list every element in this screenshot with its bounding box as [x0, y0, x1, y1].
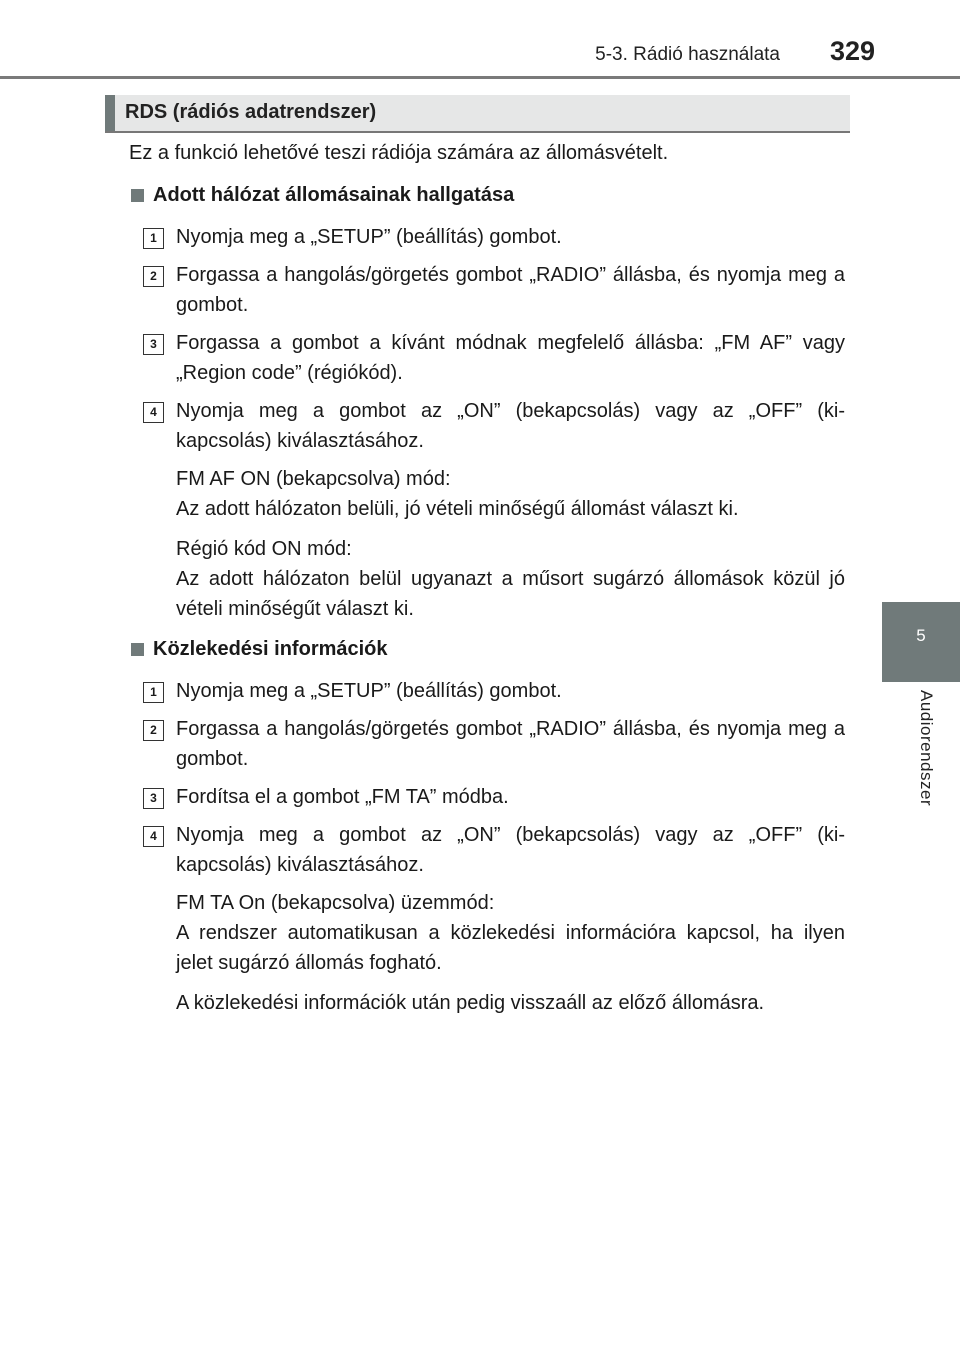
step-number-box: 3 — [143, 788, 164, 809]
page-number: 329 — [830, 36, 876, 66]
mode-note-text: A közlekedési információk után pedig visszaáll az előző állomásra. — [176, 992, 765, 1014]
step-item — [129, 222, 845, 252]
step-item — [129, 676, 845, 706]
mode-note-title: FM TA On (bekapcsolva) üzemmód: — [176, 892, 495, 914]
step-text: Forgassa a hangolás/görgetés gombot „RADIO” állásba, és nyomja meg a gombot. — [176, 718, 845, 770]
step-item — [129, 714, 845, 774]
subsection-heading-text: Közlekedési információk — [153, 638, 388, 660]
mode-note — [129, 534, 845, 624]
section-title: RDS (rádiós adatrendszer) — [125, 101, 377, 123]
step-text: Nyomja meg a gombot az „ON” (bekapcsolás) vagy az „OFF” (ki-kapcsolás) kiválasztásához. — [176, 400, 845, 452]
step-number-box: 2 — [143, 266, 164, 287]
mode-note-title: FM AF ON (bekapcsolva) mód: — [176, 468, 451, 490]
section-heading-box — [105, 95, 850, 133]
step-number-box: 4 — [143, 826, 164, 847]
step-item — [129, 820, 845, 880]
page-content — [129, 138, 845, 1028]
subsection-traffic-info — [129, 634, 845, 1018]
header-title: 5-3. Rádió használata — [595, 44, 780, 65]
step-item — [129, 328, 845, 388]
subsection-network-stations — [129, 180, 845, 624]
mode-note — [129, 464, 845, 524]
mode-note-text: A rendszer automatikusan a közlekedési információra kapcsol, ha ilyen jelet sugárzó állomás fogható. — [176, 922, 845, 974]
step-number-box: 1 — [143, 228, 164, 249]
chapter-tab — [882, 602, 960, 682]
step-text: Fordítsa el a gombot „FM TA” módba. — [176, 786, 509, 808]
square-bullet-icon — [131, 643, 144, 656]
subsection-heading-text: Adott hálózat állomásainak hallgatása — [153, 184, 515, 206]
section-intro: Ez a funkció lehetővé teszi rádiója számára az állomásvételt. — [129, 142, 669, 164]
step-item — [129, 260, 845, 320]
chapter-label: Audiorendszer — [917, 690, 936, 807]
step-item — [129, 396, 845, 456]
mode-note-title: Régió kód ON mód: — [176, 538, 352, 560]
header-rule — [0, 76, 960, 79]
mode-note-text: Az adott hálózaton belüli, jó vételi minőségű állomást választ ki. — [176, 498, 739, 520]
square-bullet-icon — [131, 189, 144, 202]
chapter-number: 5 — [916, 626, 926, 645]
section-heading-bar — [105, 95, 115, 131]
step-text: Nyomja meg a gombot az „ON” (bekapcsolás) vagy az „OFF” (ki-kapcsolás) kiválasztásához. — [176, 824, 845, 876]
step-item — [129, 782, 845, 812]
mode-note — [129, 988, 845, 1018]
step-number-box: 4 — [143, 402, 164, 423]
step-text: Nyomja meg a „SETUP” (beállítás) gombot. — [176, 680, 562, 702]
mode-note-text: Az adott hálózaton belül ugyanazt a műsort sugárzó állomások közül jó vételi minőségűt választ ki. — [176, 568, 845, 620]
step-text: Forgassa a hangolás/görgetés gombot „RADIO” állásba, és nyomja meg a gombot. — [176, 264, 845, 316]
step-text: Forgassa a gombot a kívánt módnak megfelelő állásba: „FM AF” vagy „Region code” (régiókód). — [176, 332, 845, 384]
step-text: Nyomja meg a „SETUP” (beállítás) gombot. — [176, 226, 562, 248]
subsection-heading — [129, 180, 845, 210]
step-number-box: 2 — [143, 720, 164, 741]
subsection-heading — [129, 634, 845, 664]
step-number-box: 1 — [143, 682, 164, 703]
mode-note — [129, 888, 845, 978]
step-number-box: 3 — [143, 334, 164, 355]
